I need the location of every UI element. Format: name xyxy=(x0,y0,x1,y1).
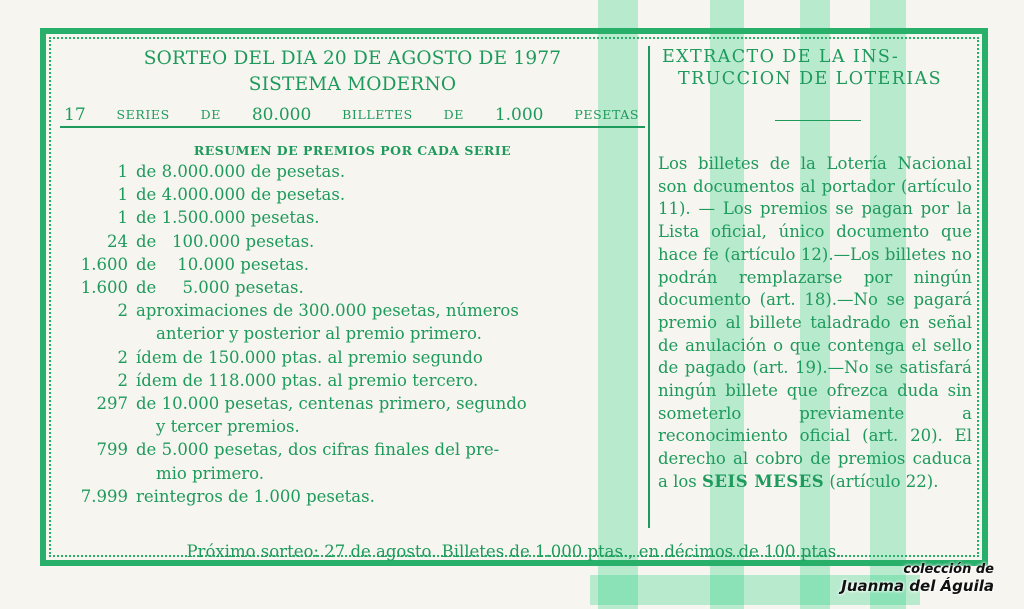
prize-desc: de 100.000 pesetas. xyxy=(136,231,315,251)
prize-qty: 7.999 xyxy=(80,486,128,506)
prize-desc: reintegros de 1.000 pesetas. xyxy=(136,486,375,506)
prize-row xyxy=(60,392,645,438)
prize-qty: 1 xyxy=(117,185,128,205)
prize-desc: de 10.000 pesetas, centenas primero, segundo y tercer premios. xyxy=(136,392,645,438)
prize-desc-continuation: anterior y posterior al premio primero. xyxy=(156,324,482,344)
series-line: 17 SERIES DE 80.000 BILLETES DE 1.000 PESETAS xyxy=(60,104,645,128)
prize-summary-column xyxy=(60,46,645,536)
column-divider xyxy=(648,46,650,528)
prize-desc: ídem de 118.000 ptas. al premio tercero. xyxy=(136,370,479,390)
prize-desc-continuation: y tercer premios. xyxy=(156,417,300,437)
prize-qty: 297 xyxy=(96,394,128,414)
prize-desc: ídem de 150.000 ptas. al premio segundo xyxy=(136,347,483,367)
extracto-column xyxy=(658,46,978,536)
ticket-frame xyxy=(40,28,988,566)
system-title: SISTEMA MODERNO xyxy=(248,74,457,95)
prize-qty: 1.600 xyxy=(80,254,128,274)
extracto-body: Los billetes de la Lotería Nacional son documentos al portador (artículo 11). — Los premios se pagan por la Lista oficial, único documento que hace fe (artículo 12).—Los billetes no podrán remplazarse por ningún documento (art. 18).—No se pagará premio al billete taladrado en señal de anulación o que contenga el sello de pagado (art. 19).—No se satisfará ningún billete que ofrezca duda sin someterlo previamente a reconocimiento oficial (art. 20). El derecho al cobro de premios caduca a los SEIS MESES (artículo 22). xyxy=(658,154,972,491)
draw-title: SORTEO DEL DIA 20 DE AGOSTO DE 1977 xyxy=(143,48,562,69)
prize-row xyxy=(60,276,645,299)
extracto-title: EXTRACTO DE LA INS- TRUCCION DE LOTERIAS xyxy=(662,47,943,89)
prize-desc: de 4.000.000 de pesetas. xyxy=(136,185,346,205)
prize-desc: aproximaciones de 300.000 pesetas, números anterior y posterior al premio primero. xyxy=(136,299,645,345)
prize-qty: 2 xyxy=(117,347,128,367)
prize-row xyxy=(60,253,645,276)
prize-row xyxy=(60,230,645,253)
prize-qty: 799 xyxy=(96,440,128,460)
prize-desc: de 1.500.000 pesetas. xyxy=(136,208,320,228)
prize-desc: de 5.000 pesetas. xyxy=(136,278,304,298)
prize-qty: 2 xyxy=(117,370,128,390)
prize-qty: 1 xyxy=(117,162,128,181)
prize-qty: 2 xyxy=(117,301,128,321)
prize-row xyxy=(60,485,645,508)
prize-list xyxy=(60,160,645,508)
next-draw-footer: Próximo sorteo: 27 de agosto. Billetes de 1.000 ptas., en décimos de 100 ptas. xyxy=(186,542,842,561)
prize-qty: 1 xyxy=(117,208,128,228)
prize-desc-continuation: mio primero. xyxy=(156,463,265,483)
prize-row xyxy=(60,299,645,345)
prize-row xyxy=(60,346,645,369)
collection-credit: colección de Juanma del Águila xyxy=(841,562,994,595)
prize-desc: de 5.000 pesetas, dos cifras finales del pre- mio primero. xyxy=(136,438,645,484)
short-rule xyxy=(775,120,861,121)
prize-desc: de 10.000 pesetas. xyxy=(136,254,310,274)
resumen-heading: RESUMEN DE PREMIOS POR CADA SERIE xyxy=(193,143,512,158)
prize-row xyxy=(60,369,645,392)
prize-row xyxy=(60,183,645,206)
prize-row xyxy=(60,438,645,484)
prize-qty: 24 xyxy=(107,231,128,251)
prize-desc: de 8.000.000 de pesetas. xyxy=(136,162,346,181)
prize-row xyxy=(60,206,645,229)
prize-row xyxy=(60,160,645,183)
prize-qty: 1.600 xyxy=(80,278,128,298)
